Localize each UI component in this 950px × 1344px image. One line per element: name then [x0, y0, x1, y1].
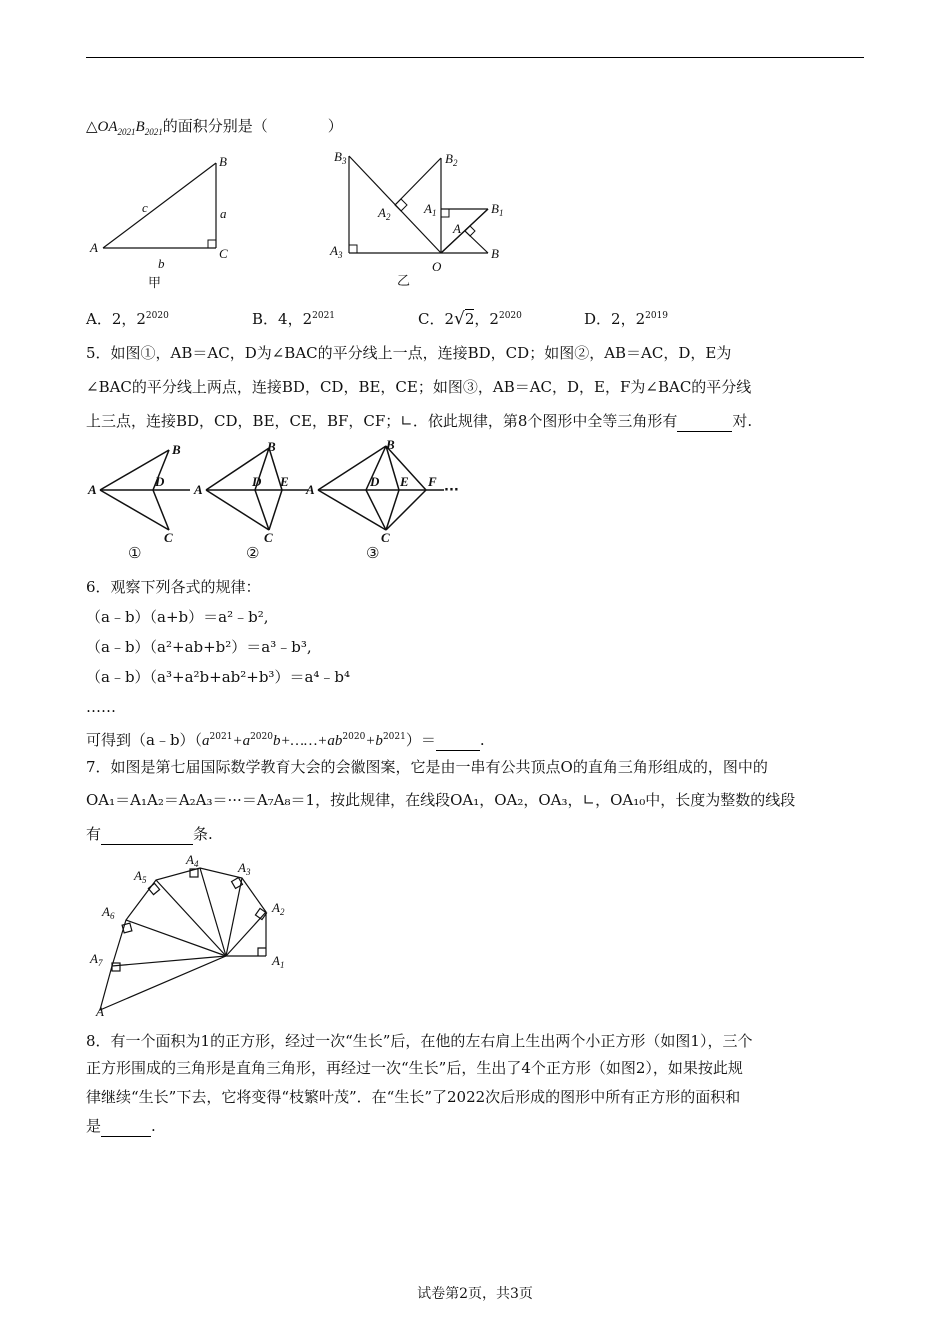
fig-label-1: ① [128, 544, 142, 562]
svg-text:C: C [264, 530, 273, 545]
option-a[interactable]: A．2，$2^{2020}$ [86, 310, 169, 328]
svg-text:E: E [400, 474, 409, 489]
svg-text:B: B [386, 437, 395, 452]
svg-text:B: B [267, 439, 276, 454]
label-A: A [90, 240, 98, 255]
svg-text:C: C [164, 530, 173, 545]
svg-text:A: A [453, 221, 461, 236]
figure-yi [325, 145, 515, 290]
svg-text:A3: $A_3$ [330, 243, 343, 260]
q6-answer-blank[interactable] [436, 730, 480, 751]
q6-eq3: （a﹣b）（a³+a²b+ab²+b³）＝a⁴﹣b⁴ [86, 668, 351, 686]
label-A3: $A_3$ [238, 860, 251, 877]
label-A7: $A_7$ [90, 951, 103, 968]
svg-text:C: C [381, 530, 390, 545]
svg-text:A1: $A_1$ [424, 201, 437, 218]
label-A: A [96, 1004, 104, 1019]
svg-text:B: B [172, 442, 181, 457]
svg-text:B: B [491, 246, 499, 261]
svg-text:D: D [155, 474, 165, 489]
q5-line3: 上三点，连接BD，CD，BE，CE，BF，CF；∟．依此规律，第8个图形中全等三角形有 对. [86, 412, 753, 430]
svg-text:D: D [252, 474, 262, 489]
label-A6: $A_6$ [102, 904, 115, 921]
label-a: a [220, 206, 227, 221]
svg-text:A2: $A_2$ [378, 205, 391, 222]
option-b[interactable]: B．4，$2^{2021}$ [252, 310, 336, 328]
q4-tail: $\triangle OA_{2021}B_{2021}$的面积分别是（ ） [86, 117, 343, 137]
option-d[interactable]: D．2，$2^{2019}$ [584, 310, 669, 328]
figure-q7-spiral [86, 850, 301, 1020]
q8-line1: 8．有一个面积为1的正方形，经过一次“生长”后，在他的左右肩上生出两个小正方形（如图1），三个 [86, 1032, 753, 1050]
svg-text:F: F [428, 474, 437, 489]
q5-answer-blank[interactable] [677, 411, 732, 432]
figure-jia [86, 150, 246, 295]
svg-text:A: A [306, 482, 315, 497]
q8-line2: 正方形围成的三角形是直角三角形，再经过一次“生长”后，生出了4个正方形（如图2），如果按此规 [86, 1059, 743, 1077]
svg-text:B2: $B_2$ [445, 151, 458, 168]
q8-line4: 是 . [86, 1117, 156, 1135]
q8-line3: 律继续“生长”下去，它将变得“枝繁叶茂”．在“生长”了2022次后形成的图形中所有正方形的面积和 [86, 1088, 741, 1106]
label-A1: $A_1$ [272, 953, 285, 970]
q8-answer-blank[interactable] [101, 1116, 151, 1137]
q6-eq2: （a﹣b）（a²+ab+b²）＝a³﹣b³, [86, 638, 312, 656]
svg-text:B3: $B_3$ [334, 149, 347, 166]
q6-ask: 可得到$(a﹣b)(a^{2021}+a^{2020}b+\dots\dots+ab^{2020}+b^{2021})=$ . [86, 731, 485, 749]
label-B: B [219, 154, 227, 169]
caption-jia: 甲 [148, 276, 162, 291]
right-angle-mark [208, 240, 216, 248]
label-A2: $A_2$ [272, 900, 285, 917]
svg-text:D: D [370, 474, 380, 489]
hypotenuse-c [103, 163, 216, 248]
label-A5: $A_5$ [134, 868, 147, 885]
option-c[interactable]: C．2√2，$2^{2020}$ [418, 309, 522, 329]
svg-text:A: A [88, 482, 97, 497]
header-rule [86, 57, 864, 58]
page-footer: 试卷第2页，共3页 [417, 1286, 533, 1302]
q7-line2: OA₁＝A₁A₂＝A₂A₃＝···＝A₇A₈＝1，按此规律，在线段OA₁，OA₂，OA₃，∟，OA₁₀中，长度为整数的线段 [86, 791, 796, 809]
label-b: b [158, 256, 165, 271]
q6-dots: …… [86, 698, 116, 716]
svg-text:B1: $B_1$ [491, 201, 504, 218]
svg-text:E: E [280, 474, 289, 489]
svg-text:O: O [432, 259, 442, 274]
q6-eq1: （a﹣b）（a+b）＝a²﹣b², [86, 608, 269, 626]
label-C: C [219, 246, 228, 261]
q7-answer-blank[interactable] [101, 824, 193, 845]
caption-yi: 乙 [397, 274, 411, 289]
q5-line2: ∠BAC的平分线上两点，连接BD，CD，BE，CE；如图③，AB＝AC，D，E，F为∠BAC的平分线 [86, 378, 752, 396]
q7-line3: 有 条. [86, 825, 213, 843]
fig-label-2: ② [246, 544, 260, 562]
q5-line1: 5．如图①，AB＝AC，D为∠BAC的平分线上一点，连接BD，CD；如图②，AB＝AC，D，E为 [86, 344, 732, 362]
ellipsis: ··· [444, 483, 459, 498]
svg-text:A: A [194, 482, 203, 497]
label-c: c [142, 200, 148, 215]
q7-line1: 7．如图是第七届国际数学教育大会的会徽图案，它是由一串有公共顶点O的直角三角形组成的，图中的 [86, 758, 768, 776]
fig-label-3: ③ [366, 544, 380, 562]
label-A4: $A_4$ [186, 852, 199, 869]
q6-title: 6．观察下列各式的规律： [86, 578, 261, 596]
figure-q5-sequence [86, 436, 476, 566]
